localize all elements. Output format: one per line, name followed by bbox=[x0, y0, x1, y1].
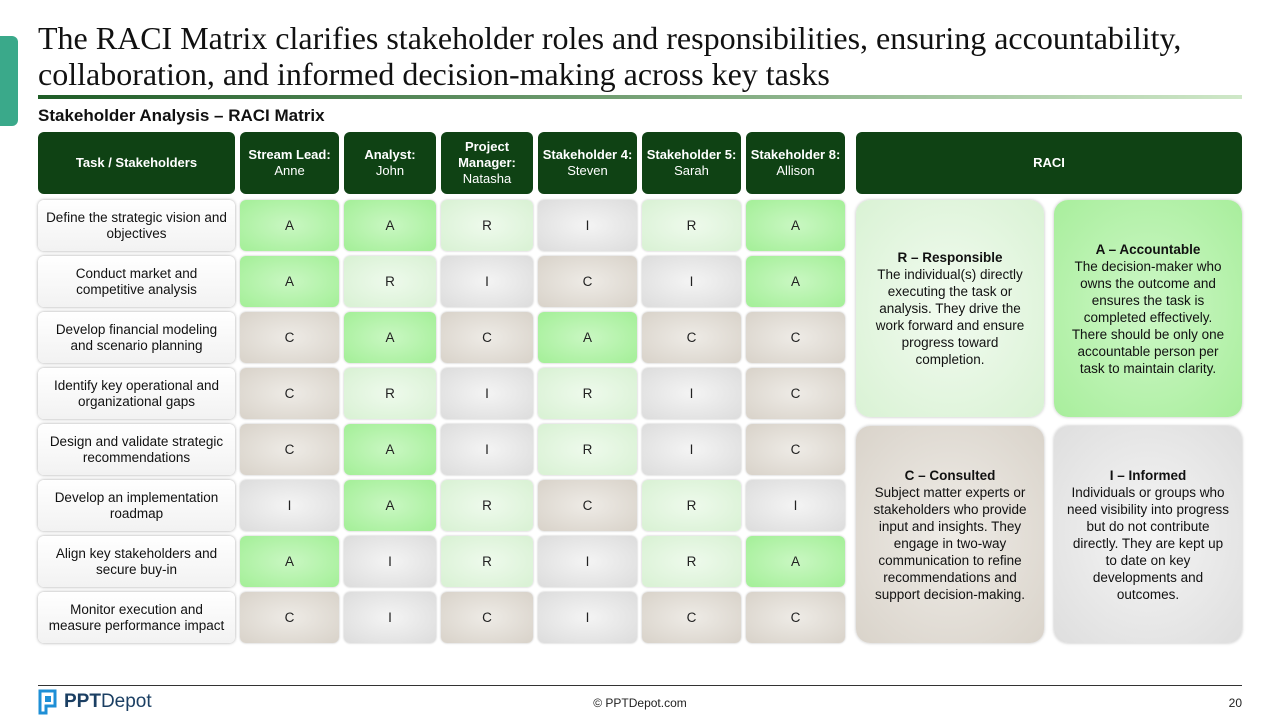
column-header-stakeholder-8: Stakeholder 8: Allison bbox=[746, 132, 845, 194]
raci-cell: C bbox=[642, 312, 741, 363]
copyright: © PPTDepot.com bbox=[593, 696, 687, 710]
raci-cell: R bbox=[642, 536, 741, 587]
raci-cell: I bbox=[240, 480, 339, 531]
column-header-stakeholder-4: Stakeholder 4: Steven bbox=[538, 132, 637, 194]
legend-responsible-title: R – Responsible bbox=[897, 250, 1003, 265]
raci-cell: C bbox=[746, 424, 845, 475]
raci-cell: I bbox=[746, 480, 845, 531]
raci-cell: A bbox=[344, 424, 436, 475]
legend-accountable-text: The decision-maker who owns the outcome and ensures the task is completed effectively. There should be only one accountable person per task to maintain clarity. bbox=[1071, 258, 1225, 376]
section-subtitle: Stakeholder Analysis – RACI Matrix bbox=[38, 106, 325, 125]
raci-cell: I bbox=[441, 256, 533, 307]
legend-responsible bbox=[856, 200, 1044, 417]
column-header-analyst: Analyst: John bbox=[344, 132, 436, 194]
column-header-project-manager: Project Manager: Natasha bbox=[441, 132, 533, 194]
legend-informed-text: Individuals or groups who need visibility into progress but do not contribute directly. They are kept up to date on key developments and outcomes. bbox=[1066, 484, 1230, 602]
raci-cell: R bbox=[642, 200, 741, 251]
raci-cell: I bbox=[344, 536, 436, 587]
raci-header: RACI bbox=[856, 132, 1242, 194]
raci-cell: C bbox=[538, 256, 637, 307]
legend-consulted-title: C – Consulted bbox=[904, 467, 996, 483]
raci-cell: I bbox=[642, 424, 741, 475]
legend-informed-title: I – Informed bbox=[1109, 467, 1187, 483]
raci-cell: I bbox=[642, 256, 741, 307]
task-label: Align key stakeholders and secure buy-in bbox=[38, 536, 235, 587]
raci-cell: C bbox=[441, 312, 533, 363]
raci-cell: I bbox=[441, 368, 533, 419]
raci-cell: I bbox=[538, 200, 637, 251]
footer-divider bbox=[38, 685, 1242, 686]
raci-cell: R bbox=[538, 368, 637, 419]
raci-cell: C bbox=[642, 592, 741, 643]
task-label: Design and validate strategic recommendations bbox=[38, 424, 235, 475]
raci-cell: A bbox=[746, 536, 845, 587]
raci-cell: C bbox=[240, 312, 339, 363]
raci-cell: A bbox=[240, 256, 339, 307]
accent-tab bbox=[0, 36, 18, 126]
raci-cell: A bbox=[746, 256, 845, 307]
page-number: 20 bbox=[1228, 696, 1242, 710]
legend-accountable bbox=[1054, 200, 1242, 417]
raci-cell: C bbox=[746, 312, 845, 363]
raci-cell: I bbox=[538, 536, 637, 587]
legend-consulted-text: Subject matter experts or stakeholders who provide input and insights. They engage in two-way communication to refine recommendations and support decision-making. bbox=[873, 484, 1027, 602]
raci-cell: A bbox=[344, 200, 436, 251]
raci-cell: R bbox=[344, 368, 436, 419]
raci-cell: I bbox=[538, 592, 637, 643]
raci-cell: A bbox=[746, 200, 845, 251]
raci-cell: I bbox=[344, 592, 436, 643]
column-header-stakeholder-5: Stakeholder 5: Sarah bbox=[642, 132, 741, 194]
page-title: The RACI Matrix clarifies stakeholder roles and responsibilities, ensuring accountability, collaboration, and informed decision-making across key tasks bbox=[38, 20, 1182, 92]
raci-cell: C bbox=[240, 592, 339, 643]
task-header: Task / Stakeholders bbox=[38, 132, 235, 194]
title-divider bbox=[38, 95, 1242, 99]
raci-cell: R bbox=[441, 480, 533, 531]
task-label: Monitor execution and measure performance impact bbox=[38, 592, 235, 643]
raci-cell: I bbox=[441, 424, 533, 475]
column-header-stream-lead: Stream Lead: Anne bbox=[240, 132, 339, 194]
legend-informed bbox=[1054, 426, 1242, 643]
pptdepot-logo bbox=[38, 689, 152, 715]
task-label: Develop financial modeling and scenario planning bbox=[38, 312, 235, 363]
raci-cell: R bbox=[538, 424, 637, 475]
raci-cell: R bbox=[344, 256, 436, 307]
task-label: Develop an implementation roadmap bbox=[38, 480, 235, 531]
legend-responsible-text: The individual(s) directly executing the task or analysis. They drive the work forward and ensure progress toward completion. bbox=[875, 267, 1025, 367]
raci-cell: C bbox=[746, 368, 845, 419]
raci-cell: I bbox=[642, 368, 741, 419]
legend-consulted bbox=[856, 426, 1044, 643]
raci-cell: R bbox=[642, 480, 741, 531]
task-label: Identify key operational and organizational gaps bbox=[38, 368, 235, 419]
raci-cell: A bbox=[344, 480, 436, 531]
logo-icon bbox=[38, 689, 58, 715]
logo-text: PPTDepot bbox=[64, 691, 152, 712]
raci-cell: R bbox=[441, 200, 533, 251]
raci-cell: A bbox=[240, 200, 339, 251]
task-label: Define the strategic vision and objectives bbox=[38, 200, 235, 251]
raci-cell: C bbox=[746, 592, 845, 643]
raci-cell: C bbox=[441, 592, 533, 643]
raci-cell: A bbox=[240, 536, 339, 587]
raci-cell: C bbox=[240, 424, 339, 475]
raci-cell: C bbox=[240, 368, 339, 419]
task-label: Conduct market and competitive analysis bbox=[38, 256, 235, 307]
raci-cell: R bbox=[441, 536, 533, 587]
raci-cell: C bbox=[538, 480, 637, 531]
raci-cell: A bbox=[538, 312, 637, 363]
legend-accountable-title: A – Accountable bbox=[1095, 241, 1201, 257]
raci-cell: A bbox=[344, 312, 436, 363]
